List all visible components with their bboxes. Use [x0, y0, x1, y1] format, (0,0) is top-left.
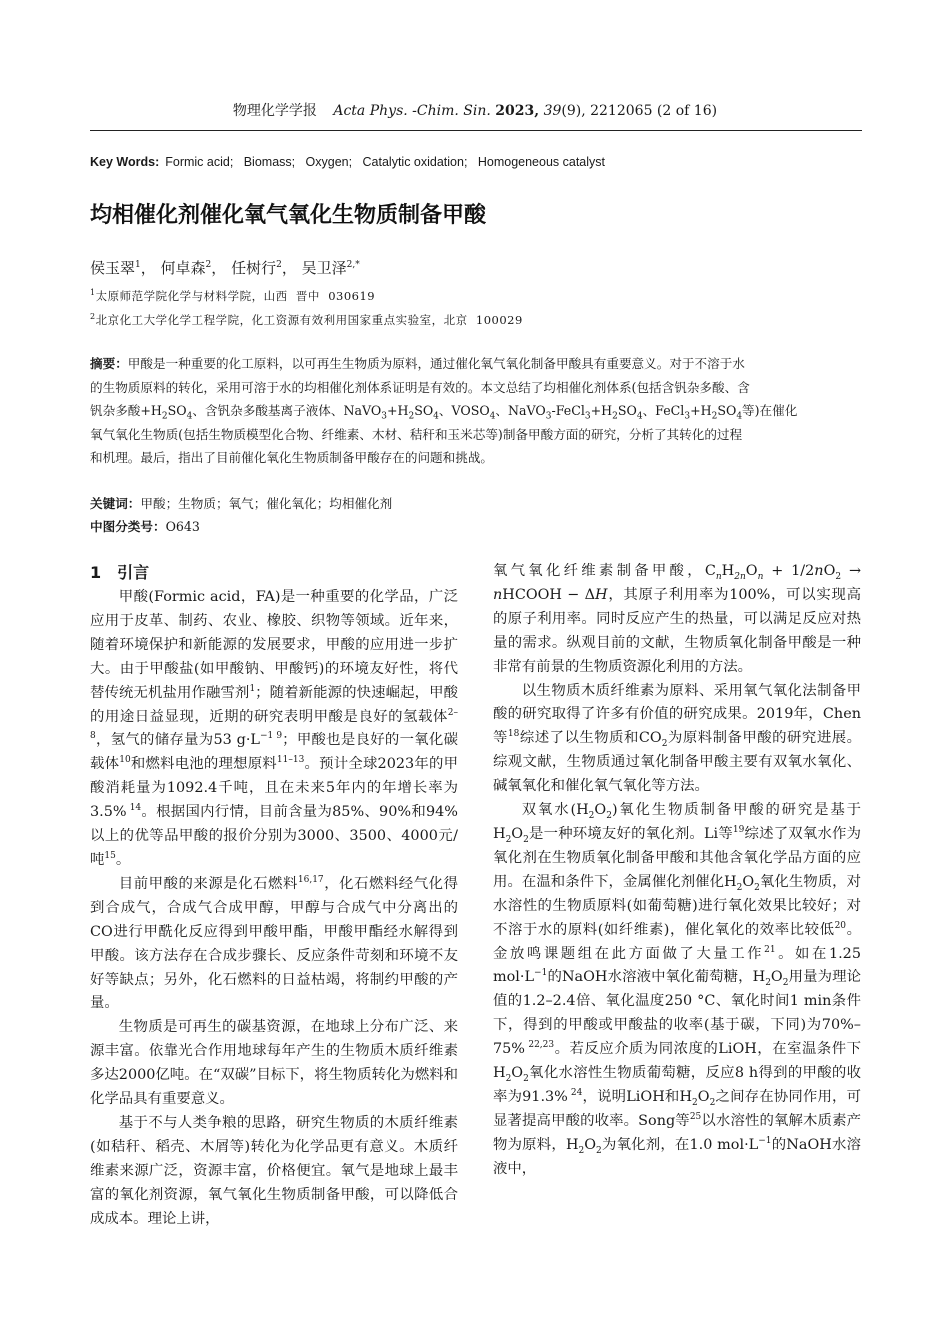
keywords-cn-label: 关键词： — [90, 496, 141, 511]
paragraph — [493, 560, 861, 680]
text-run: 4 — [186, 411, 193, 422]
text-run: 3 — [381, 411, 387, 422]
citation: 18 — [507, 729, 520, 740]
abstract-line — [90, 352, 862, 376]
keywords-en-text: Formic acid; Biomass; Oxygen; Catalytic oxidation; Homogeneous catalyst — [165, 155, 605, 169]
text-run: O — [511, 1065, 524, 1082]
text-run: n — [757, 571, 764, 582]
text-run: 2 — [523, 1073, 529, 1084]
citation: 21 — [764, 944, 776, 955]
text-run: 2n — [734, 571, 746, 582]
text-run: 3 — [684, 411, 691, 422]
text-run: 。根据国内行情，目前含量为85%、90%和94%以上的优等品甲酸的报价分别为3000、3500、4000元/吨 — [90, 804, 458, 868]
paragraph — [493, 799, 861, 1182]
text-run: n — [493, 586, 503, 603]
text-run: 2 — [408, 411, 415, 422]
text-run: 2 — [709, 1097, 716, 1108]
text-run: +H — [386, 403, 409, 419]
citation: 10 — [119, 755, 131, 766]
clc-text: O643 — [165, 519, 200, 534]
text-run: 之间存在协同作用，可显著提高甲酸的收率。Song等 — [493, 1088, 861, 1129]
text-run: -FeCl — [551, 403, 585, 419]
citation: 25 — [689, 1112, 702, 1123]
affiliation-text: 太原师范学院化学与材料学院，山西 晋中 030619 — [95, 289, 376, 303]
text-run: O — [584, 1136, 597, 1153]
keywords-en-label: Key Words: — [90, 155, 160, 169]
text-run: 3 — [545, 411, 552, 422]
paragraph — [90, 586, 458, 873]
abstract-line: 的生物质原料的转化，采用可溶于水的均相催化剂体系证明是有效的。本文总结了均相催化剂体系(包括含钒杂多酸、含 — [90, 379, 750, 395]
text-run: 以水溶性的氧解木质素产物为原料，H — [493, 1112, 861, 1153]
text-run: 用量为理论值的1.2–2.4倍、氧化温度250 °C、氧化时间1 min条件下，得到的甲酸或甲酸盐的收率(基于碳，下同)为70%–75% — [493, 969, 861, 1058]
text-run: −1 — [758, 1135, 772, 1146]
text-run: ，氢气的储存量为53 g·L — [95, 732, 260, 749]
text-run: 为氧化剂，在1.0 mol·L — [601, 1136, 759, 1153]
text-run: SO — [717, 403, 737, 419]
keywords-cn — [90, 494, 392, 514]
text-run: 的NaOH水溶液中， — [493, 1136, 861, 1177]
text-run: 2 — [612, 411, 618, 422]
text-run: 。预计全球2023年的甲酸消耗量为1092.4千吨，且在未来5年内的年增长率为3.5% — [90, 756, 458, 821]
text-run: 。金放鸣课题组在此方面做了大量工作 — [493, 921, 861, 962]
text-run: 2 — [578, 1145, 585, 1156]
text-run: O — [594, 802, 607, 819]
text-run: 2 — [754, 882, 760, 893]
text-run: H — [721, 563, 735, 579]
text-run: SO — [167, 403, 187, 419]
author-list: 侯玉翠$^1$， 何卓森$^2$， 任树行$^2$， 吴卫泽$^{2,*}$ — [90, 259, 360, 277]
keywords-cn-text: 甲酸；生物质；氧气；催化氧化；均相催化剂 — [140, 496, 393, 511]
text-run: 等)在催化 — [742, 403, 798, 419]
text-run: 目前甲酸的来源是化石燃料 — [118, 875, 298, 892]
text-run: 、VOSO — [438, 403, 490, 419]
citation: 19 — [732, 825, 745, 836]
text-run: 双氧水(H — [521, 802, 589, 819]
right-column — [493, 560, 861, 1182]
affiliation — [90, 287, 375, 305]
text-run: +H — [590, 403, 613, 419]
affiliation — [90, 311, 523, 329]
text-run: O — [697, 1088, 710, 1105]
text-run: 4 — [736, 411, 743, 422]
text-run: 2 — [523, 834, 529, 845]
clc-number — [90, 517, 200, 537]
text-run: 4 — [433, 411, 439, 422]
text-run: O — [742, 873, 755, 890]
author-affil-mark: 2,* — [346, 260, 360, 270]
text-run: n — [814, 563, 824, 579]
journal-issue-pages: (9), 2212065 (2 of 16) — [561, 103, 718, 119]
text-run: 综述了以生物质和CO — [519, 730, 662, 747]
paper-title: 均相催化剂催化氧气氧化生物质制备甲酸 — [90, 203, 487, 228]
text-run: 钒杂多酸+H — [90, 403, 162, 419]
clc-label: 中图分类号： — [90, 519, 166, 534]
journal-name-en: Acta Phys. -Chim. Sin. — [333, 103, 491, 119]
text-run: ，化石燃料经气化得到合成气，合成气合成甲醇，甲醇与合成气中分离出的CO进行甲酰化反应得到甲酸甲酯，甲酸甲酯经水解得到甲酸。该方法存在合成步骤长、反应条件苛刻和环境不友好等缺点；另外，化石燃料的日益枯竭，将制约甲酸的产量。 — [90, 875, 458, 1012]
text-run: O — [770, 969, 783, 986]
abstract-line — [90, 399, 862, 423]
text-run: ，说明LiOH和H — [582, 1088, 693, 1105]
text-run: 2 — [588, 810, 595, 821]
citation: 14 — [126, 803, 142, 814]
paragraph: 生物质是可再生的碳基资源，在地球上分布广泛、来源丰富。依靠光合作用地球每年产生的生物质木质纤维素多达2000亿吨。在“双碳”目标下，将生物质转化为燃料和化学品具有重要意义。 — [90, 1019, 458, 1108]
text-run: O — [823, 563, 836, 579]
affiliation-mark: 2 — [90, 312, 96, 322]
text-run: SO — [617, 403, 637, 419]
text-run: −1 — [534, 968, 548, 979]
text-run: 2 — [692, 1097, 698, 1108]
text-run: 氧气氧化纤维素制备甲酸，C — [493, 563, 716, 579]
text-run: 2 — [835, 571, 842, 582]
text-run: 。 — [115, 851, 131, 868]
author-affil-mark: 2 — [276, 260, 282, 270]
running-header — [0, 100, 950, 122]
keywords-en — [90, 153, 870, 171]
author-name: 侯玉翠 — [90, 259, 136, 277]
text-run: 甲酸(Formic acid，FA)是一种重要的化学品，广泛应用于皮革、制药、农业、橡胶、织物等领域。近年来，随着环境保护和新能源的发展要求，甲酸的应用进一步扩大。由于甲酸盐(如甲酸钠、甲酸钙)的环境友好性，将代替传统无机盐用作融雪剂 — [90, 589, 458, 701]
text-run: + 1/2 — [763, 563, 815, 579]
text-run: 氧化水溶性生物质葡萄糖，反应8 h得到的甲酸的收率为91.3% — [493, 1065, 861, 1105]
citation: 11–13 — [276, 755, 305, 766]
header-rule — [90, 130, 862, 131]
text-run: +H — [690, 403, 712, 419]
journal-year: 2023, — [495, 103, 540, 119]
text-run: n — [715, 571, 722, 582]
journal-volume: 39 — [543, 103, 562, 119]
text-run: 2 — [711, 411, 718, 422]
citation: 2–8 — [90, 707, 458, 742]
text-run: 、FeCl — [642, 403, 685, 419]
text-run: 、NaVO — [495, 403, 546, 419]
text-run: 2 — [505, 834, 512, 845]
text-run: 2 — [782, 978, 789, 989]
text-run: 甲酸是一种重要的化工原料，以可再生生物质为原料，通过催化氧气氧化制备甲酸具有重要意义。对于不溶于水 — [127, 356, 745, 371]
text-run: 4 — [489, 411, 496, 422]
text-run: 、含钒杂多酸基离子液体、NaVO — [192, 403, 382, 419]
affiliation-text: 北京化工大学化学工程学院，化工资源有效利用国家重点实验室，北京 100029 — [95, 313, 523, 327]
author-affil-mark: 1 — [135, 260, 141, 270]
paragraph — [493, 680, 861, 800]
text-run: 2 — [765, 978, 771, 989]
text-run: O — [745, 563, 758, 579]
text-run: 2 — [505, 1073, 512, 1084]
citation: 16,17 — [297, 875, 324, 886]
abstract-label: 摘要： — [90, 356, 128, 371]
text-run: ；随着新能源的快速崛起，甲酸的用途日益显现，近期的研究表明甲酸是良好的氢载体 — [90, 684, 458, 725]
abstract — [90, 352, 862, 470]
text-run: 2 — [736, 882, 743, 893]
text-run: 综述了双氧水作为氧化剂在生物质氧化制备甲酸和其他含氧化学品方面的应用。在温和条件下，金属催化剂催化H — [493, 825, 861, 890]
author-name: 吴卫泽 — [301, 259, 347, 277]
text-run: 。如在1.25 mol·L — [493, 945, 861, 986]
text-run: 氧化生物质，对水溶性的生物质原料(如葡萄糖)进行氧化效果比较好；对不溶于水的原料(如纤维素)，催化氧化的效率比较低 — [493, 873, 861, 938]
citation: −1 9 — [259, 731, 283, 742]
author-affil-mark: 2 — [205, 260, 212, 270]
section-number: 1 — [90, 563, 102, 582]
citation: 24 — [567, 1088, 583, 1099]
abstract-line: 和机理。最后，指出了目前催化氧化生物质制备甲酸存在的问题和挑战。 — [90, 450, 493, 466]
text-run: 2 — [606, 810, 612, 821]
text-run: )氧化生物质制备甲酸的研究是基于H — [493, 802, 861, 842]
author-name: 任树行 — [231, 259, 277, 277]
citation: 20 — [834, 920, 847, 931]
text-run: 是一种环境友好的氧化剂。Li等 — [528, 825, 733, 842]
text-run: 。若反应介质为同浓度的LiOH，在室温条件下H — [493, 1041, 861, 1082]
text-run: O — [511, 825, 524, 842]
text-run: H — [595, 586, 608, 603]
author-name: 何卓森 — [160, 259, 206, 277]
journal-name-cn: 物理化学学报 — [232, 103, 317, 119]
text-run: → — [841, 563, 862, 579]
text-run: 2 — [596, 1145, 602, 1156]
text-run: 以生物质木质纤维素为原料、采用氧气氧化法制备甲酸的研究取得了许多有价值的研究成果。2019年，Chen等 — [493, 682, 861, 747]
affiliation-mark: 1 — [90, 288, 96, 298]
text-run: 为原料制备甲酸的研究进展。综观文献，生物质通过氧化制备甲酸主要有双氧水氧化、碱氧氧化和催化氧气氧化等方法。 — [493, 730, 861, 795]
paragraph — [90, 873, 458, 1016]
section-heading — [90, 560, 458, 586]
abstract-line: 氧气氧化生物质(包括生物质模型化合物、纤维素、木材、秸秆和玉米芯等)制备甲酸方面的研究，分析了其转化的过程 — [90, 426, 743, 442]
text-run: 3 — [584, 411, 591, 422]
citation: 15 — [104, 851, 116, 862]
text-run: 的NaOH水溶液中氧化葡萄糖，H — [547, 969, 766, 986]
paragraph: 基于不与人类争粮的思路，研究生物质的木质纤维素(如秸秆、稻壳、木屑等)转化为化学品更有意义。木质纤维素来源广泛，资源丰富，价格便宜。氧气是地球上最丰富的氧化剂资源，氧气氧化生物质制备甲酸，可以降低合成成本。理论上讲， — [90, 1114, 458, 1227]
text-run: ；甲酸也是良好的一氧化碳载体 — [90, 732, 459, 773]
text-run: ，其原子利用率为100%，可以实现高的原子利用率。同时反应产生的热量，可以满足反应对热量的需求。纵观目前的文献，生物质氧化制备甲酸是一种非常有前景的生物质资源化利用的方法。 — [493, 586, 861, 675]
citation: 1 — [249, 683, 256, 694]
text-run: 和燃料电池的理想原料 — [130, 756, 277, 773]
text-run: HCOOH − Δ — [502, 586, 596, 603]
left-column — [90, 560, 458, 1231]
text-run: 2 — [661, 739, 668, 750]
citation: 22,23 — [525, 1040, 555, 1051]
section-title: 引言 — [117, 563, 150, 582]
text-run: 2 — [161, 411, 168, 422]
text-run: 4 — [636, 411, 643, 422]
text-run: SO — [414, 403, 434, 419]
